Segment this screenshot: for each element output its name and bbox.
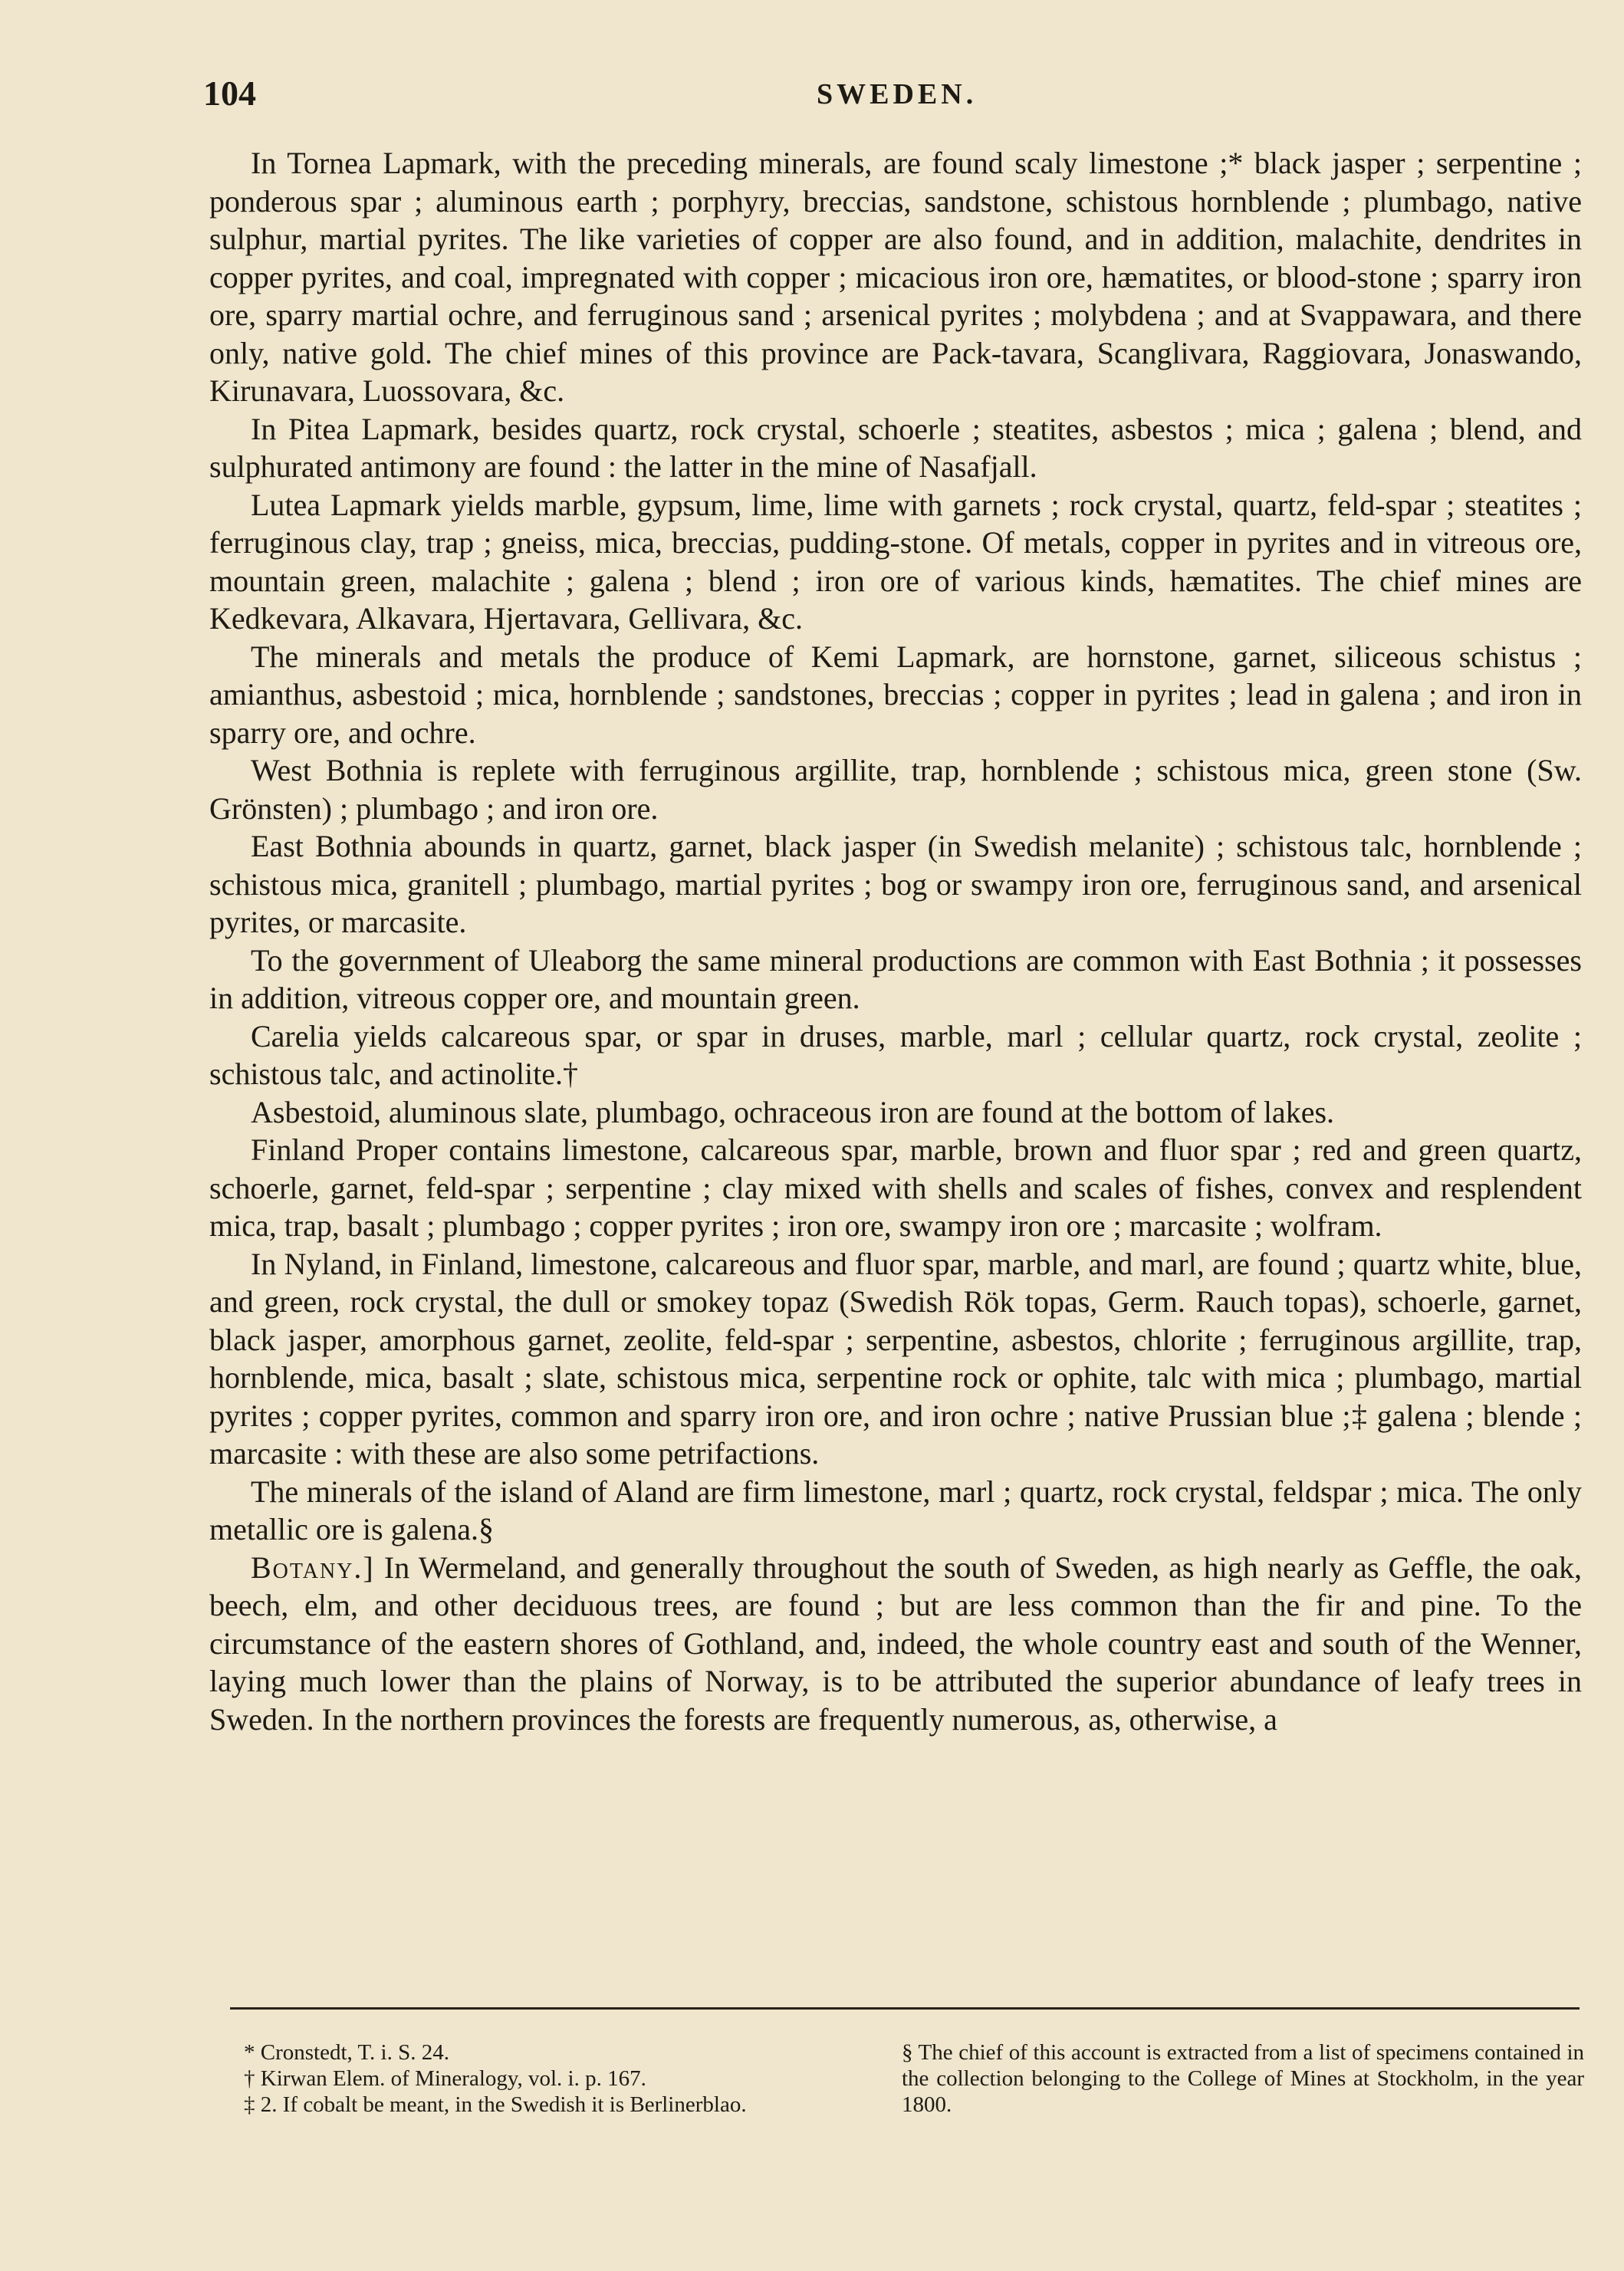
page-header: [203, 73, 1583, 127]
paragraph-carelia: Carelia yields calcareous spar, or spar in druses, marble, marl ; cellular quartz, rock crystal, zeolite ; schistous talc, and actinolite.†: [209, 1018, 1582, 1091]
running-head: SWEDEN.: [817, 78, 978, 110]
paragraph-kemi: The minerals and metals the produce of Kemi Lapmark, are hornstone, garnet, siliceous schistus ; amianthus, asbestoid ; mica, hornblende ; sandstones, breccias ; copper in pyrites ; lead in galena ; and iron in sparry ore, and ochre.: [209, 639, 1582, 750]
page-number: 104: [203, 74, 256, 113]
footnote-section-mark: § The chief of this account is extracted from a list of specimens contained in the collection belonging to the College of Mines at Stockholm, in the year 1800.: [902, 2040, 1584, 2117]
section-lead-botany: Botany.]: [251, 1550, 375, 1585]
paragraph-lutea: Lutea Lapmark yields marble, gypsum, lime, lime with garnets ; rock crystal, quartz, feld-spar ; steatites ; ferruginous clay, trap ; gneiss, mica, breccias, pudding-stone. Of metals, copper in pyrites and in vitreous ore, mountain green, malachite ; galena ; blend ; iron ore of various kinds, hæmatites. The chief mines are Kedkevara, Alkavara, Hjertavara, Gellivara, &c.: [209, 487, 1582, 636]
paragraph-pitea: In Pitea Lapmark, besides quartz, rock crystal, schoerle ; steatites, asbestos ; mica ; galena ; blend, and sulphurated antimony are found : the latter in the mine of Nasafjall.: [209, 411, 1582, 484]
paragraph-east-bothnia: East Bothnia abounds in quartz, garnet, black jasper (in Swedish melanite) ; schistous talc, hornblende ; schistous mica, granitell ; plumbago, martial pyrites ; bog or swampy iron ore, ferruginous sand, and arsenical pyrites, or marcasite.: [209, 829, 1582, 939]
paragraph-aland: The minerals of the island of Aland are firm limestone, marl ; quartz, rock crystal, feldspar ; mica. The only metallic ore is galena.§: [209, 1474, 1582, 1546]
paragraph-uleaborg: To the government of Uleaborg the same mineral productions are common with East Bothnia ; it possesses in addition, vitreous copper ore, and mountain green.: [209, 942, 1582, 1015]
paragraph-nyland: In Nyland, in Finland, limestone, calcareous and fluor spar, marble, and marl, are found ; quartz white, blue, and green, rock crystal, the dull or smokey topaz (Swedish Rök topas, Germ. Rauch topas), schoerle, garnet, black jasper, amorphous garnet, zeolite, feld-spar ; serpentine, asbestos, chlorite ; ferruginous argillite, trap, hornblende, mica, basalt ; slate, schistous mica, serpentine rock or ophite, talc with mica ; plumbago, martial pyrites ; copper pyrites, common and sparry iron ore, and iron ochre ; native Prussian blue ;‡ galena ; blende ; marcasite : with these are also some petrifactions.: [209, 1246, 1582, 1471]
footnote-asterisk: * Cronstedt, T. i. S. 24.: [244, 2040, 449, 2065]
paragraph-west-bothnia: West Bothnia is replete with ferruginous argillite, trap, hornblende ; schistous mica, green stone (Sw. Grönsten) ; plumbago ; and iron ore.: [209, 753, 1582, 826]
paragraph-finland-proper: Finland Proper contains limestone, calcareous spar, marble, brown and fluor spar ; red and green quartz, schoerle, garnet, feld-spar ; serpentine ; clay mixed with shells and scales of fishes, convex and resplendent mica, trap, basalt ; plumbago ; copper pyrites ; iron ore, swampy iron ore ; marcasite ; wolfram.: [209, 1132, 1582, 1243]
paragraph-asbestoid: Asbestoid, aluminous slate, plumbago, ochraceous iron are found at the bottom of lakes.: [251, 1094, 1335, 1129]
body-text: [209, 144, 1582, 1738]
footnote-double-dagger: ‡ 2. If cobalt be meant, in the Swedish it is Berlinerblao.: [244, 2092, 747, 2117]
footnotes-left-column: [244, 2039, 880, 2118]
footnote-rule: [230, 2007, 1580, 2010]
footnote-dagger: † Kirwan Elem. of Mineralogy, vol. i. p. 167.: [244, 2066, 646, 2091]
paragraph-tornea: In Tornea Lapmark, with the preceding minerals, are found scaly limestone ;* black jasper ; serpentine ; ponderous spar ; aluminous earth ; porphyry, breccias, sandstone, schistous hornblende ; plumbago, native sulphur, martial pyrites. The like varieties of copper are also found, and in addition, malachite, dendrites in copper pyrites, and coal, impregnated with copper ; micacious iron ore, hæmatites, or blood-stone ; sparry iron ore, sparry martial ochre, and ferruginous sand ; arsenical pyrites ; molybdena ; and at Svappawara, and there only, native gold. The chief mines of this province are Pack-tavara, Scanglivara, Raggiovara, Jonaswando, Kirunavara, Luossovara, &c.: [209, 146, 1582, 408]
paragraph-botany: Botany.] In Wermeland, and generally throughout the south of Sweden, as high nearly as Geffle, the oak, beech, elm, and other deciduous trees, are found ; but are less common than the fir and pine. To the circumstance of the eastern shores of Gothland, and, indeed, the whole country east and south of the Wenner, laying much lower than the plains of Norway, is to be attributed the superior abundance of leafy trees in Sweden. In the northern provinces the forests are frequently numerous, as, otherwise, a: [209, 1550, 1582, 1737]
